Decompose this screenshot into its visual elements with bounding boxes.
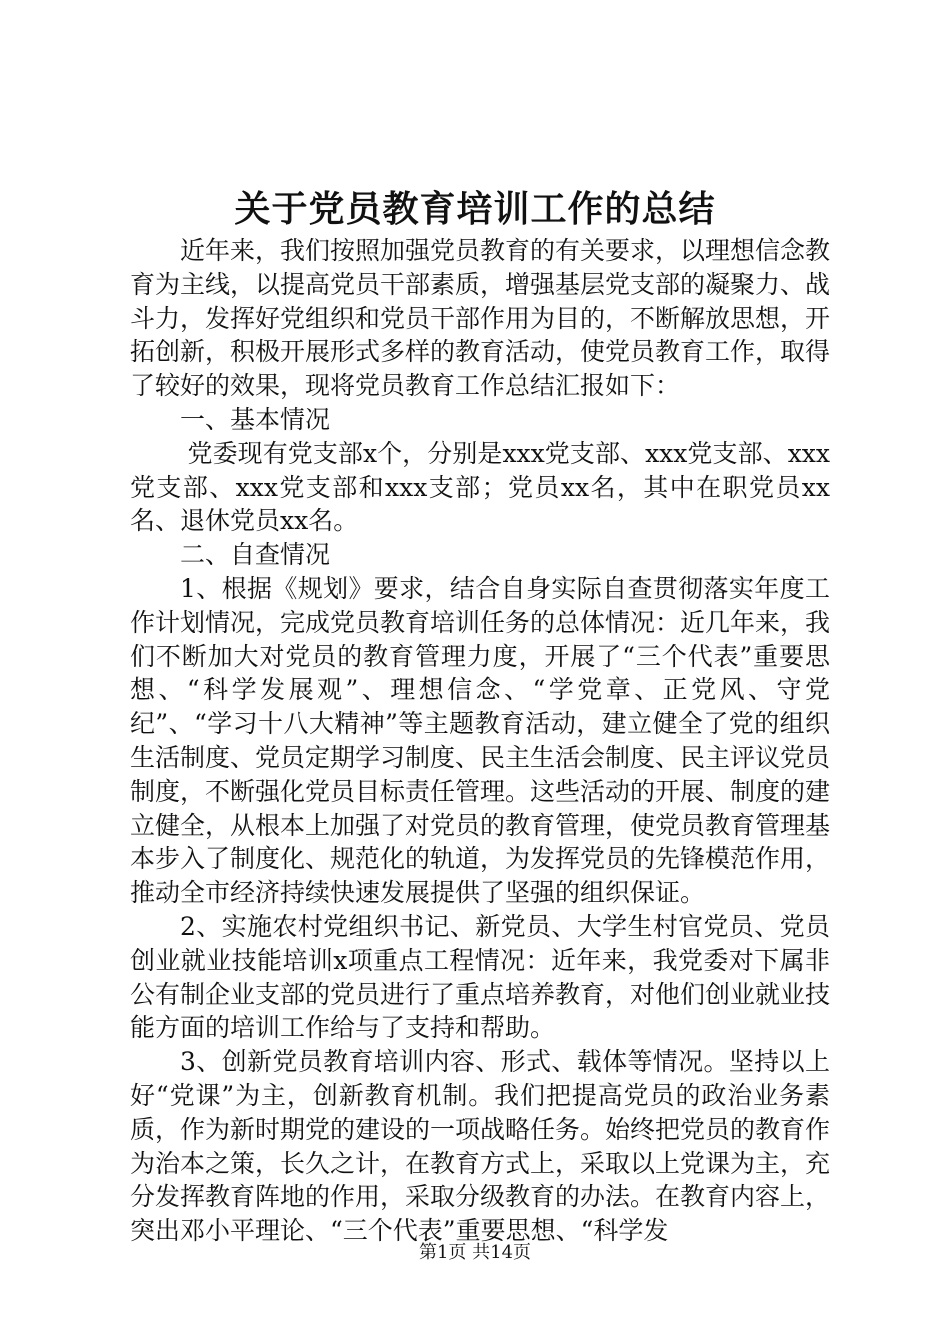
paragraph-item-1: 1、根据《规划》要求，结合自身实际自查贯彻落实年度工作计划情况，完成党员教育培训任务的总体情况：近几年来，我们不断加大对党员的教育管理力度，开展了“三个代表”重要思想、“科学发展观”、理想信念、“学党章、正党风、守党纪”、“学习十八大精神”等主题教育活动，建立健全了党的组织生活制度、党员定期学习制度、民主生活会制度、民主评议党员制度，不断强化党员目标责任管理。这些活动的开展、制度的建立健全，从根本上加强了对党员的教育管理，使党员教育管理基本步入了制度化、规范化的轨道，为发挥党员的先锋模范作用，推动全市经济持续快速发展提供了坚强的组织保证。 — [130, 573, 831, 908]
section-heading-basic: 一、基本情况 — [180, 404, 331, 434]
paragraph-intro: 近年来，我们按照加强党员教育的有关要求，以理想信念教育为主线，以提高党员干部素质，增强基层党支部的凝聚力、战斗力，发挥好党组织和党员干部作用为目的，不断解放思想，开拓创新，积极开展形式多样的教育活动，使党员教育工作，取得了较好的效果，现将党员教育工作总结汇报如下： — [130, 236, 831, 401]
paragraph-basic-info: 党委现有党支部x个，分别是xxx党支部、xxx党支部、xxx党支部、xxx党支部和xxx支部；党员xx名，其中在职党员xx名、退休党员xx名。 — [130, 438, 830, 536]
document-body — [130, 234, 830, 1248]
document-title: 关于党员教育培训工作的总结 — [234, 188, 716, 230]
section-heading-self-check: 二、自查情况 — [180, 540, 331, 570]
paragraph-item-2: 2、实施农村党组织书记、新党员、大学生村官党员、党员创业就业技能培训x项重点工程情况：近年来，我党委对下属非公有制企业支部的党员进行了重点培养教育，对他们创业就业技能方面的培训工作给与了支持和帮助。 — [130, 911, 831, 1043]
paragraph-item-3: 3、创新党员教育培训内容、形式、载体等情况。坚持以上好“党课”为主，创新教育机制。我们把提高党员的政治业务素质，作为新时期党的建设的一项战略任务。始终把党员的教育作为治本之策，长久之计，在教育方式上，采取以上党课为主，充分发挥教育阵地的作用，采取分级教育的办法。在教育内容上，突出邓小平理论、“三个代表”重要思想、“科学发 — [130, 1047, 831, 1246]
page-footer: 第1页 共14页 — [418, 1242, 532, 1263]
